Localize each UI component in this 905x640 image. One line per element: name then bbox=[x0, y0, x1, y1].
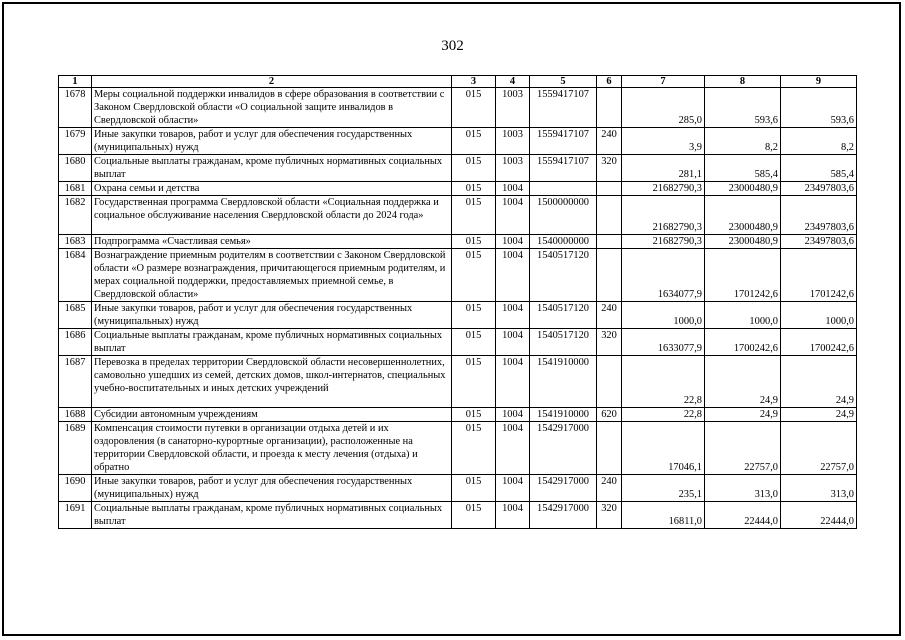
col-8-cell: 585,4 bbox=[705, 155, 781, 182]
col-3-cell: 015 bbox=[452, 302, 496, 329]
table-row bbox=[59, 155, 857, 182]
col-4-cell: 1004 bbox=[496, 502, 530, 529]
col-8-cell: 23000480,9 bbox=[705, 182, 781, 196]
table-row bbox=[59, 196, 857, 235]
row-name: Меры социальной поддержки инвалидов в сфере образования в соответствии с Законом Свердловской области «О социальной защите инвалидов в Свердловской области» bbox=[92, 88, 452, 128]
col-4-cell: 1003 bbox=[496, 128, 530, 155]
col-7-cell: 21682790,3 bbox=[622, 196, 705, 235]
row-number: 1686 bbox=[59, 329, 92, 356]
table-row bbox=[59, 249, 857, 302]
col-6-cell: 240 bbox=[597, 128, 622, 155]
col-3-cell: 015 bbox=[452, 128, 496, 155]
col-5-cell: 1559417107 bbox=[530, 88, 597, 128]
row-number: 1688 bbox=[59, 408, 92, 422]
col-8-cell: 593,6 bbox=[705, 88, 781, 128]
col-5-cell: 1559417107 bbox=[530, 155, 597, 182]
col-3-cell: 015 bbox=[452, 422, 496, 475]
row-number: 1679 bbox=[59, 128, 92, 155]
row-number: 1690 bbox=[59, 475, 92, 502]
col-3-cell: 015 bbox=[452, 502, 496, 529]
table-row bbox=[59, 356, 857, 408]
col-7-cell: 285,0 bbox=[622, 88, 705, 128]
col-4-cell: 1004 bbox=[496, 475, 530, 502]
col-5-cell: 1542917000 bbox=[530, 422, 597, 475]
col-4-cell: 1004 bbox=[496, 408, 530, 422]
budget-table bbox=[58, 75, 857, 529]
col-9-cell: 1700242,6 bbox=[781, 329, 857, 356]
table-row bbox=[59, 182, 857, 196]
col-3-cell: 015 bbox=[452, 408, 496, 422]
col-8-cell: 23000480,9 bbox=[705, 235, 781, 249]
col-9-cell: 585,4 bbox=[781, 155, 857, 182]
col-3-cell: 015 bbox=[452, 196, 496, 235]
col-4-cell: 1003 bbox=[496, 155, 530, 182]
row-name: Социальные выплаты гражданам, кроме публичных нормативных социальных выплат bbox=[92, 502, 452, 529]
col-5-cell: 1540517120 bbox=[530, 329, 597, 356]
col-9-cell: 8,2 bbox=[781, 128, 857, 155]
row-name: Подпрограмма «Счастливая семья» bbox=[92, 235, 452, 249]
col-6-cell bbox=[597, 88, 622, 128]
row-name: Компенсация стоимости путевки в организации отдыха детей и их оздоровления (в санаторно-курортные организации), расположенные на территории Свердловской области, и проезда к месту лечения (отдыха) и обратно bbox=[92, 422, 452, 475]
col-7-cell: 1633077,9 bbox=[622, 329, 705, 356]
header-cell-6: 6 bbox=[597, 76, 622, 88]
col-4-cell: 1004 bbox=[496, 249, 530, 302]
col-5-cell: 1541910000 bbox=[530, 356, 597, 408]
col-8-cell: 8,2 bbox=[705, 128, 781, 155]
row-number: 1689 bbox=[59, 422, 92, 475]
col-3-cell: 015 bbox=[452, 356, 496, 408]
header-cell-4: 4 bbox=[496, 76, 530, 88]
row-number: 1691 bbox=[59, 502, 92, 529]
col-9-cell: 24,9 bbox=[781, 356, 857, 408]
table-row bbox=[59, 502, 857, 529]
col-6-cell: 320 bbox=[597, 329, 622, 356]
col-6-cell: 320 bbox=[597, 155, 622, 182]
col-9-cell: 23497803,6 bbox=[781, 182, 857, 196]
table-row bbox=[59, 408, 857, 422]
col-6-cell bbox=[597, 196, 622, 235]
table-row bbox=[59, 475, 857, 502]
row-name: Охрана семьи и детства bbox=[92, 182, 452, 196]
col-8-cell: 22444,0 bbox=[705, 502, 781, 529]
header-cell-5: 5 bbox=[530, 76, 597, 88]
col-7-cell: 1634077,9 bbox=[622, 249, 705, 302]
col-4-cell: 1004 bbox=[496, 422, 530, 475]
col-7-cell: 281,1 bbox=[622, 155, 705, 182]
row-name: Иные закупки товаров, работ и услуг для обеспечения государственных (муниципальных) нужд bbox=[92, 128, 452, 155]
col-6-cell bbox=[597, 249, 622, 302]
table-row bbox=[59, 329, 857, 356]
page-number: 302 bbox=[441, 38, 464, 54]
col-5-cell: 1500000000 bbox=[530, 196, 597, 235]
row-number: 1684 bbox=[59, 249, 92, 302]
header-cell-9: 9 bbox=[781, 76, 857, 88]
col-5-cell: 1540517120 bbox=[530, 302, 597, 329]
col-7-cell: 21682790,3 bbox=[622, 182, 705, 196]
col-7-cell: 21682790,3 bbox=[622, 235, 705, 249]
col-3-cell: 015 bbox=[452, 235, 496, 249]
col-8-cell: 22757,0 bbox=[705, 422, 781, 475]
col-6-cell bbox=[597, 356, 622, 408]
col-7-cell: 235,1 bbox=[622, 475, 705, 502]
col-9-cell: 23497803,6 bbox=[781, 196, 857, 235]
col-9-cell: 24,9 bbox=[781, 408, 857, 422]
row-number: 1683 bbox=[59, 235, 92, 249]
col-7-cell: 22,8 bbox=[622, 356, 705, 408]
col-6-cell bbox=[597, 235, 622, 249]
col-5-cell: 1540000000 bbox=[530, 235, 597, 249]
col-9-cell: 1000,0 bbox=[781, 302, 857, 329]
row-name: Иные закупки товаров, работ и услуг для обеспечения государственных (муниципальных) нужд bbox=[92, 475, 452, 502]
col-9-cell: 23497803,6 bbox=[781, 235, 857, 249]
table-row bbox=[59, 128, 857, 155]
row-name: Социальные выплаты гражданам, кроме публичных нормативных социальных выплат bbox=[92, 329, 452, 356]
header-cell-2: 2 bbox=[92, 76, 452, 88]
col-6-cell: 240 bbox=[597, 475, 622, 502]
col-3-cell: 015 bbox=[452, 475, 496, 502]
header-cell-7: 7 bbox=[622, 76, 705, 88]
col-3-cell: 015 bbox=[452, 88, 496, 128]
col-4-cell: 1003 bbox=[496, 88, 530, 128]
header-cell-3: 3 bbox=[452, 76, 496, 88]
col-5-cell: 1540517120 bbox=[530, 249, 597, 302]
col-6-cell: 240 bbox=[597, 302, 622, 329]
row-number: 1680 bbox=[59, 155, 92, 182]
col-4-cell: 1004 bbox=[496, 356, 530, 408]
row-name: Социальные выплаты гражданам, кроме публичных нормативных социальных выплат bbox=[92, 155, 452, 182]
row-name: Иные закупки товаров, работ и услуг для обеспечения государственных (муниципальных) нужд bbox=[92, 302, 452, 329]
row-name: Вознаграждение приемным родителям в соответствии с Законом Свердловской области «О размере вознаграждения, причитающегося приемным родителям, и мерах социальной поддержки, предоставляемых приемной семье, в Свердловской области» bbox=[92, 249, 452, 302]
col-9-cell: 593,6 bbox=[781, 88, 857, 128]
row-name: Субсидии автономным учреждениям bbox=[92, 408, 452, 422]
header-row bbox=[59, 76, 857, 88]
col-4-cell: 1004 bbox=[496, 182, 530, 196]
col-3-cell: 015 bbox=[452, 182, 496, 196]
col-9-cell: 22444,0 bbox=[781, 502, 857, 529]
header-cell-1: 1 bbox=[59, 76, 92, 88]
row-name: Перевозка в пределах территории Свердловской области несовершеннолетних, самовольно ушедших из семей, детских домов, школ-интернатов, специальных учебно-воспитательных и иных детских учреждений bbox=[92, 356, 452, 408]
col-5-cell: 1542917000 bbox=[530, 502, 597, 529]
col-6-cell bbox=[597, 422, 622, 475]
table-row bbox=[59, 422, 857, 475]
col-8-cell: 24,9 bbox=[705, 356, 781, 408]
col-8-cell: 1700242,6 bbox=[705, 329, 781, 356]
col-5-cell: 1559417107 bbox=[530, 128, 597, 155]
col-7-cell: 16811,0 bbox=[622, 502, 705, 529]
row-number: 1687 bbox=[59, 356, 92, 408]
col-8-cell: 24,9 bbox=[705, 408, 781, 422]
col-5-cell bbox=[530, 182, 597, 196]
col-6-cell bbox=[597, 182, 622, 196]
table-row bbox=[59, 235, 857, 249]
row-number: 1681 bbox=[59, 182, 92, 196]
row-name: Государственная программа Свердловской области «Социальная поддержка и социальное обслуживание населения Свердловской области до 2024 года» bbox=[92, 196, 452, 235]
col-8-cell: 1000,0 bbox=[705, 302, 781, 329]
col-8-cell: 313,0 bbox=[705, 475, 781, 502]
col-7-cell: 22,8 bbox=[622, 408, 705, 422]
col-9-cell: 313,0 bbox=[781, 475, 857, 502]
col-5-cell: 1541910000 bbox=[530, 408, 597, 422]
col-6-cell: 620 bbox=[597, 408, 622, 422]
col-6-cell: 320 bbox=[597, 502, 622, 529]
col-7-cell: 1000,0 bbox=[622, 302, 705, 329]
col-4-cell: 1004 bbox=[496, 196, 530, 235]
col-4-cell: 1004 bbox=[496, 235, 530, 249]
col-3-cell: 015 bbox=[452, 249, 496, 302]
col-7-cell: 17046,1 bbox=[622, 422, 705, 475]
table-row bbox=[59, 88, 857, 128]
col-3-cell: 015 bbox=[452, 155, 496, 182]
col-8-cell: 1701242,6 bbox=[705, 249, 781, 302]
row-number: 1678 bbox=[59, 88, 92, 128]
col-4-cell: 1004 bbox=[496, 302, 530, 329]
row-number: 1685 bbox=[59, 302, 92, 329]
table-row bbox=[59, 302, 857, 329]
header-cell-8: 8 bbox=[705, 76, 781, 88]
col-9-cell: 1701242,6 bbox=[781, 249, 857, 302]
col-4-cell: 1004 bbox=[496, 329, 530, 356]
col-9-cell: 22757,0 bbox=[781, 422, 857, 475]
col-5-cell: 1542917000 bbox=[530, 475, 597, 502]
col-3-cell: 015 bbox=[452, 329, 496, 356]
col-7-cell: 3,9 bbox=[622, 128, 705, 155]
col-8-cell: 23000480,9 bbox=[705, 196, 781, 235]
row-number: 1682 bbox=[59, 196, 92, 235]
